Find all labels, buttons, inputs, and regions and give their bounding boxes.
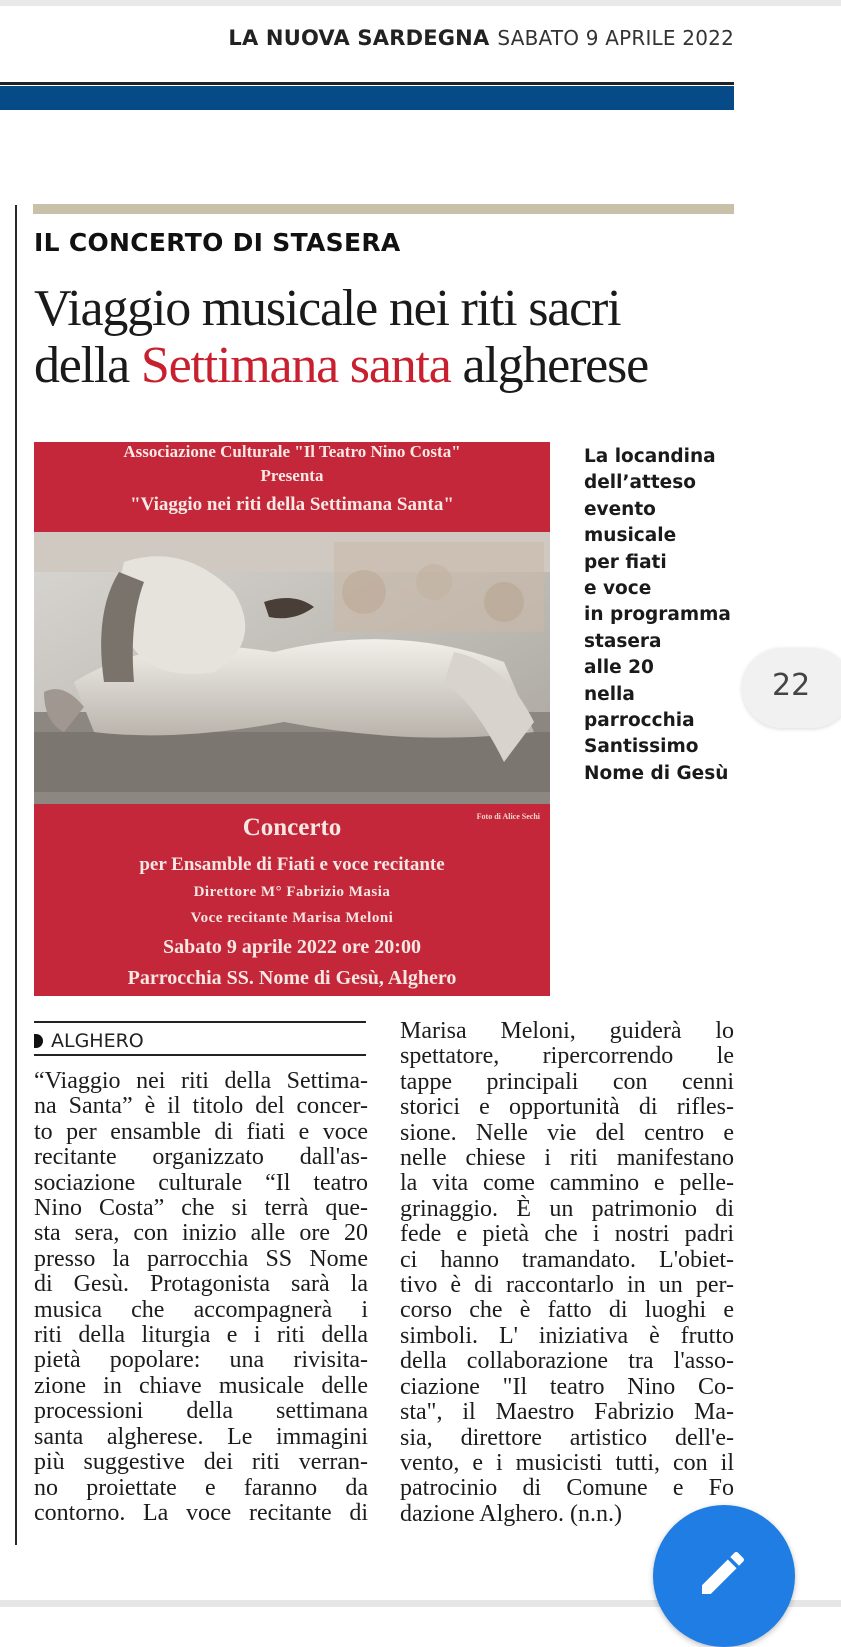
dateline-rule: [34, 1054, 366, 1056]
text-line: grinaggio. È un patrimonio di: [400, 1195, 734, 1222]
text-line: di Gesù. Protagonista sarà la: [34, 1271, 368, 1298]
text-line: simboli. L' iniziativa è frutto: [400, 1322, 734, 1349]
caption-line: musicale: [584, 525, 677, 547]
event-poster: [34, 442, 550, 996]
poster-ensemble: per Ensamble di Fiati e voce recitante: [139, 854, 445, 875]
caption-line: nella: [584, 683, 635, 705]
caption-line: parrocchia: [584, 710, 695, 732]
poster-concerto: Concerto: [242, 814, 342, 841]
text-line: zione in chiave musicale delle: [34, 1372, 368, 1399]
text-line: vento, e i musicisti tutti, con il: [400, 1449, 734, 1476]
headline-text: algherese: [450, 337, 648, 394]
poster-venue: Parrocchia SS. Nome di Gesù, Alghero: [127, 967, 457, 989]
caption-line: e voce: [584, 578, 652, 600]
poster-title: "Viaggio nei riti della Settimana Santa": [130, 494, 454, 515]
photo-credit: Foto di Alice Sechi: [476, 812, 540, 821]
text-line: recitante organizzato dall'as-: [34, 1144, 368, 1171]
article-column-1: [34, 1069, 368, 1526]
text-line: presso la parrocchia SS Nome: [34, 1245, 368, 1272]
text-line: ci hanno tramandato. L'obiet-: [400, 1246, 734, 1273]
text-line: della collaborazione tra l'asso-: [400, 1348, 734, 1375]
caption-line: evento: [584, 498, 656, 520]
text-line: sta", il Maestro Fabrizio Ma-: [400, 1399, 734, 1426]
caption-line: Santissimo: [584, 736, 699, 758]
text-line: sociazione culturale “Il teatro: [34, 1169, 368, 1196]
dateline: [34, 1030, 144, 1052]
text-line: santa algherese. Le immagini: [34, 1423, 368, 1450]
text-line: la vita come cammino e pelle-: [400, 1170, 734, 1197]
dateline-marker-icon: [34, 1034, 43, 1048]
text-line: sione. Nelle vie del centro e: [400, 1119, 734, 1146]
text-line: più suggestive dei riti verran-: [34, 1449, 368, 1476]
dateline-rule: [34, 1021, 366, 1023]
text-line: patrocinio di Comune e Fo: [400, 1475, 734, 1502]
text-line: contorno. La voce recitante di: [34, 1499, 368, 1526]
poster-association: Associazione Culturale "Il Teatro Nino Costa": [123, 442, 461, 461]
text-line: na Santa” è il titolo del concer-: [34, 1093, 368, 1120]
poster-header: [34, 442, 550, 532]
brand-bar: [0, 86, 734, 110]
newspaper-name: LA NUOVA SARDEGNA: [228, 26, 490, 50]
text-line: sta sera, con inizio alle ore 20: [34, 1220, 368, 1247]
text-line: Nino Costa” che si terrà que-: [34, 1195, 368, 1222]
headline-line-2: [34, 337, 734, 394]
text-line: tivo è di raccontarlo in un per-: [400, 1272, 734, 1299]
poster-voice: Voce recitante Marisa Meloni: [190, 910, 394, 926]
headline-highlight: Settimana santa: [140, 337, 451, 394]
section-bar: [33, 204, 734, 214]
poster-datetime: Sabato 9 aprile 2022 ore 20:00: [163, 936, 421, 958]
text-line: Marisa Meloni, guiderà lo: [400, 1018, 734, 1044]
text-line: musica che accompagnerà i: [34, 1296, 368, 1323]
text-line: to per ensamble di fiati e voce: [34, 1118, 368, 1145]
text-line: tappe principali con cenni: [400, 1068, 734, 1095]
pencil-edit-icon: [695, 1545, 751, 1601]
article-kicker: IL CONCERTO DI STASERA: [34, 228, 401, 257]
issue-date: SABATO 9 APRILE 2022: [497, 26, 734, 50]
dateline-text: ALGHERO: [51, 1030, 144, 1052]
edit-button[interactable]: [653, 1505, 795, 1647]
article-column-2: [400, 1019, 734, 1527]
caption-line: dell’atteso: [584, 472, 696, 494]
caption-line: in programma: [584, 604, 731, 626]
headline-text: della: [34, 337, 141, 394]
caption-line: La locandina: [584, 446, 716, 467]
poster-presenta: Presenta: [260, 466, 324, 485]
text-line: nelle chiese i riti manifestano: [400, 1145, 734, 1172]
text-line: riti della liturgia e i riti della: [34, 1322, 368, 1349]
text-line: “Viaggio nei riti della Settima-: [34, 1068, 368, 1094]
text-line: storici e opportunità di rifles-: [400, 1094, 734, 1121]
article-headline: [34, 280, 734, 394]
text-line: spettatore, ripercorrendo le: [400, 1043, 734, 1070]
photo-caption: [584, 444, 744, 787]
masthead-rule: [0, 82, 734, 85]
text-line: corso che è fatto di luoghi e: [400, 1297, 734, 1324]
page-number-badge[interactable]: [742, 648, 841, 728]
text-line: fede e pietà che i nostri padri: [400, 1221, 734, 1248]
article-left-rule: [15, 205, 17, 1545]
text-line: processioni della settimana: [34, 1398, 368, 1425]
caption-line: Nome di Gesù: [584, 762, 729, 784]
crucifix-photo: [34, 532, 550, 804]
text-line: dazione Alghero. (n.n.): [400, 1500, 622, 1527]
text-line: no proiettate e faranno da: [34, 1474, 368, 1501]
text-line: ciazione "Il teatro Nino Co-: [400, 1373, 734, 1400]
masthead: [0, 26, 734, 50]
text-line: pietà popolare: una rivisita-: [34, 1347, 368, 1374]
poster-director: Direttore M° Fabrizio Masia: [193, 884, 391, 900]
caption-line: stasera: [584, 630, 662, 652]
top-edge: [0, 0, 841, 6]
text-line: sia, direttore artistico dell'e-: [400, 1424, 734, 1451]
page-number: 22: [772, 668, 811, 703]
caption-line: alle 20: [584, 657, 654, 679]
caption-line: per fiati: [584, 551, 667, 573]
headline-line-1: Viaggio musicale nei riti sacri: [34, 280, 621, 337]
poster-footer: [34, 804, 550, 996]
